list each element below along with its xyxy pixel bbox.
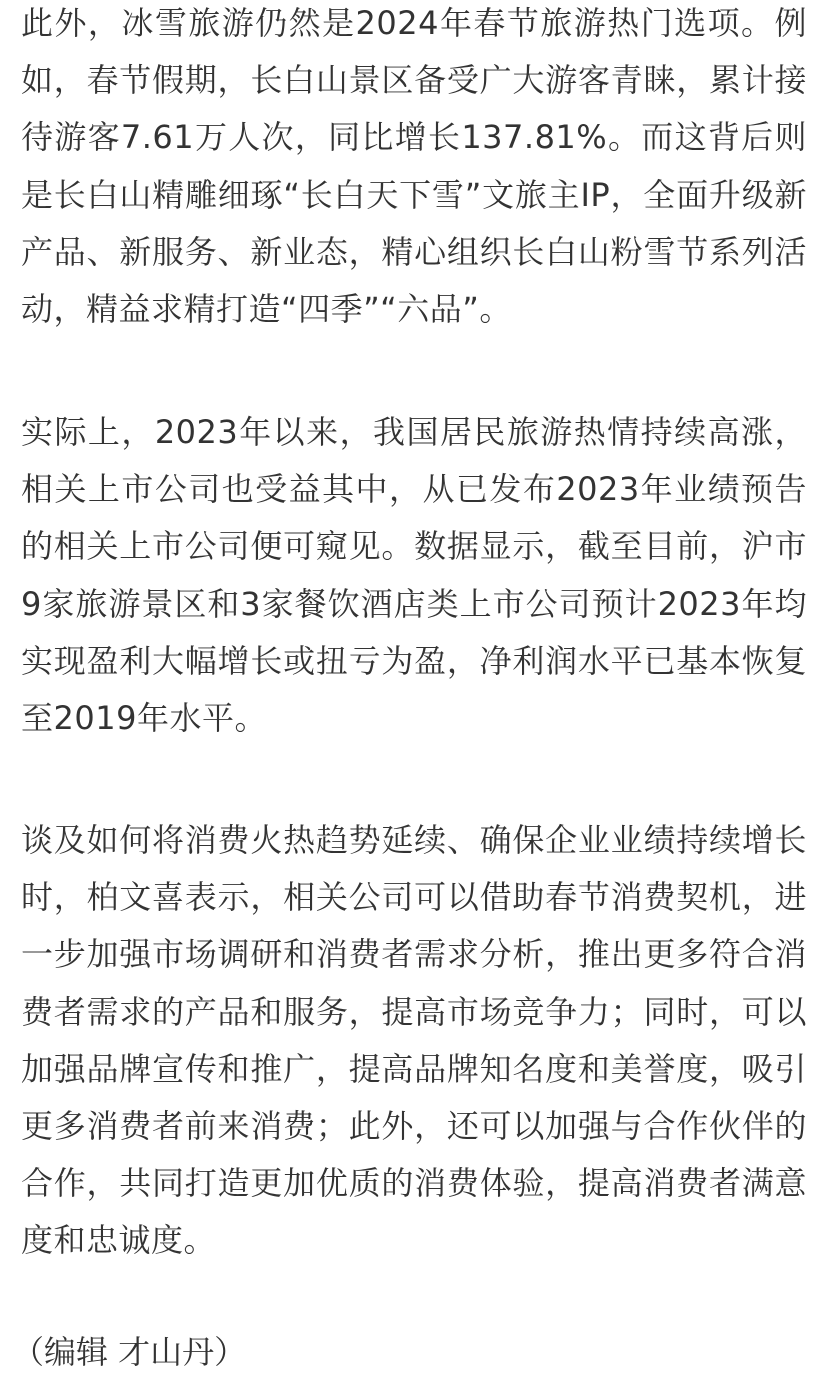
editor-credit: （编辑 才山丹） — [12, 1333, 247, 1371]
article-paragraph-3: 谈及如何将消费火热趋势延续、确保企业业绩持续增长时，柏文喜表示，相关公司可以借助春节消费契机，进一步加强市场调研和消费者需求分析，推出更多符合消费者需求的产品和服务，提高市场竞争力；同时，可以加强品牌宣传和推广，提高品牌知名度和美誉度，吸引更多消费者前来消费；此外，还可以加强与合作伙伴的合作，共同打造更加优质的消费体验，提高消费者满意度和忠诚度。 — [21, 821, 807, 1260]
article-paragraph-1: 此外，冰雪旅游仍然是2024年春节旅游热门选项。例如，春节假期，长白山景区备受广大游客青睐，累计接待游客7.61万人次，同比增长137.81%。而这背后则是长白山精雕细琢“长白天下雪”文旅主IP，全面升级新产品、新服务、新业态，精心组织长白山粉雪节系列活动，精益求精打造“四季”“六品”。 — [21, 4, 807, 329]
article-paragraph-2: 实际上，2023年以来，我国居民旅游热情持续高涨，相关上市公司也受益其中，从已发布2023年业绩预告的相关上市公司便可窥见。数据显示，截至目前，沪市9家旅游景区和3家餐饮酒店类上市公司预计2023年均实现盈利大幅增长或扭亏为盈，净利润水平已基本恢复至2019年水平。 — [21, 413, 807, 738]
